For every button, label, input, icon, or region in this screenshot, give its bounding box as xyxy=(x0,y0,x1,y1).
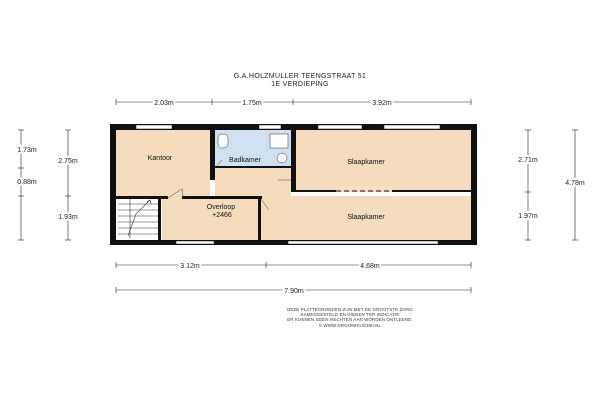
disclaimer-line-4: © WWW.DROOMHUIS360.NL xyxy=(318,322,382,328)
disclaimer-line-3: ER KUNNEN GEEN RECHTEN AAN WORDEN ONTLEEND. xyxy=(287,317,413,323)
toilet-icon xyxy=(218,134,228,148)
floor-title: 1E VERDIEPING xyxy=(271,81,329,88)
window-kantoor xyxy=(136,125,172,129)
window-slaapkamer-2 xyxy=(288,241,438,244)
overloop-floor xyxy=(162,196,259,240)
dim-top-3: 3.92m xyxy=(372,100,392,107)
room-label-badkamer: Badkamer xyxy=(229,157,261,164)
window-slaapkamer-1a xyxy=(318,125,362,129)
disclaimer-line-1: DEZE PLATTEGRONDEN ZIJN MET DE GROOTSTE ZORG xyxy=(287,307,413,312)
shower-tray-icon xyxy=(270,134,288,148)
window-slaapkamer-1b xyxy=(384,125,440,129)
dim-top-1: 2.03m xyxy=(154,100,174,107)
room-label-overloop: Overloop xyxy=(206,204,236,211)
dim-bottom-2: 4.68m xyxy=(360,263,380,270)
dim-right-inner-1: 2.71m xyxy=(518,157,538,164)
dim-top-2: 1.75m xyxy=(242,100,262,107)
dim-bottom-total: 7.90m xyxy=(284,288,304,295)
kantoor-floor xyxy=(116,130,210,198)
address-title: G.A.HOLZMULLER TEENGSTRAAT 51 xyxy=(233,73,367,80)
dim-right-inner-2: 1.97m xyxy=(518,213,538,220)
window-badkamer xyxy=(259,125,281,129)
dim-bottom-1: 3.12m xyxy=(180,263,200,270)
stair-area xyxy=(116,196,162,240)
room-label-kantoor: Kantoor xyxy=(147,155,173,162)
dim-left-outer-2: 0.88m xyxy=(17,179,37,186)
dim-left-outer-1: 1.73m xyxy=(17,147,37,154)
room-label-slaapkamer-2: Slaapkamer xyxy=(347,214,385,221)
dim-left-inner-1: 2.75m xyxy=(58,158,78,165)
disclaimer xyxy=(240,307,460,328)
corridor-floor xyxy=(215,168,291,196)
dim-left-lower: 1.93m xyxy=(58,214,78,221)
room-label-slaapkamer-1: Slaapkamer xyxy=(347,159,385,166)
sink-icon xyxy=(277,153,287,163)
room-label-overloop-height: +2466 xyxy=(212,212,232,219)
disclaimer-line-2: SAMENGESTELD EN DIENEN TER INDICATIE xyxy=(300,312,400,318)
dim-right-outer: 4.78m xyxy=(565,180,585,187)
window-overloop xyxy=(176,241,214,244)
